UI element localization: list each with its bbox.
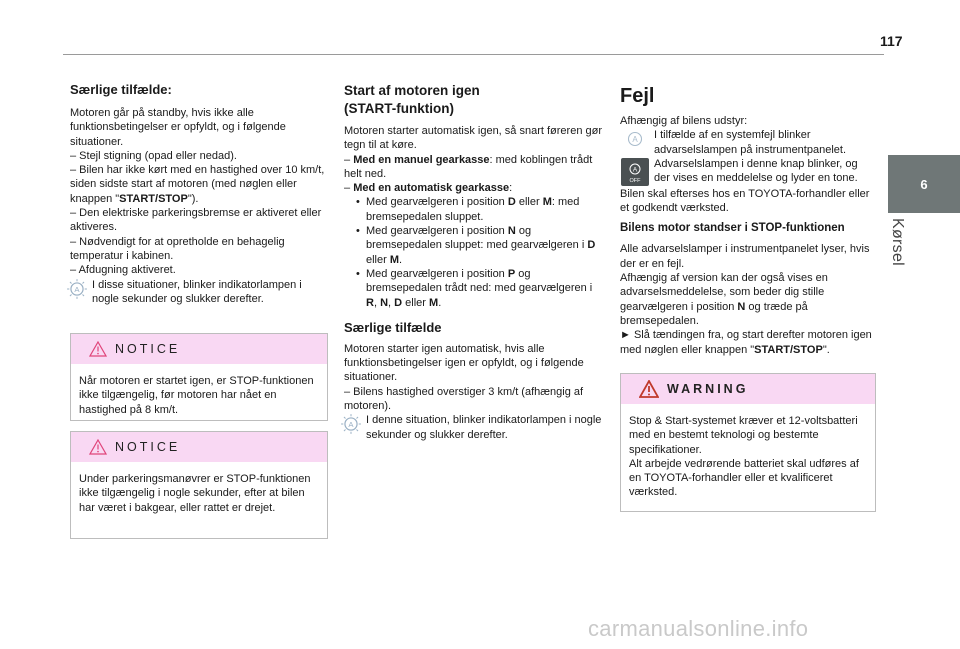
paragraph-intro: Afhængig af bilens udstyr: — [620, 115, 748, 127]
heading-fault: Fejl — [620, 85, 655, 107]
watermark: carmanualsonline.info — [588, 616, 809, 641]
svg-text:A: A — [348, 420, 354, 430]
auto-off-button-icon — [620, 157, 650, 187]
bullet-item: • Med gearvælgeren i position D eller M: med bremsepedalen sluppet. — [344, 195, 602, 224]
page-number: 117 — [880, 33, 903, 49]
heading-restart-sub: (START-funktion) — [344, 101, 454, 116]
fault-note-2: A OFF Advarselslampen i denne knap blinker, og der vises en meddelelse og lyder en tone. — [620, 157, 876, 187]
column-1 — [70, 82, 326, 306]
paragraph-stall-1: Alle advarselslamper i instrumentpanelet lyser, hvis der er en fejl. — [620, 243, 870, 270]
chapter-tab[interactable] — [888, 155, 960, 213]
paragraph-after: Bilen skal efterses hos en TOYOTA-forhandler eller et godkendt værksted. — [620, 187, 870, 215]
list-item: – Nødvendigt for at opretholde en behagelig temperatur i kabinen. — [70, 235, 285, 262]
stop-start-fault-icon — [620, 128, 650, 150]
column-3 — [620, 84, 876, 357]
list-item: – Stejl stigning (opad eller nedad). — [70, 149, 237, 162]
warning-text: Stop & Start-systemet kræver et 12-voltsbatteri med en bestemt teknologi og bestemte specifikationer. Alt arbejde vedrørende batteriet skal udføres af en TOYOTA-forhandler eller et kvalificeret værksted. — [629, 415, 859, 499]
heading-restart: Start af motoren igen — [344, 83, 480, 98]
warning-triangle-icon — [89, 341, 107, 357]
paragraph-special: Motoren starter igen automatisk, hvis alle funktionsbetingelser igen er opfyldt, og i følgende situationer. — [344, 342, 584, 384]
heading-special-cases-restart: Særlige tilfælde — [344, 319, 442, 335]
bullet-item: • Med gearvælgeren i position P og bremsepedalen trådt ned: med gearvælgeren i R, N, D eller M. — [344, 267, 602, 310]
chapter-label: Kørsel — [889, 218, 906, 267]
stop-indicator-note: A I disse situationer, blinker indikatorlampen i nogle sekunder og slukker derefter. — [70, 278, 326, 307]
stop-start-indicator-icon — [340, 413, 362, 435]
warning-triangle-icon — [639, 380, 659, 398]
notice-header: NOTICE — [71, 432, 327, 462]
svg-text:OFF: OFF — [629, 177, 641, 184]
list-item-manual: – Med en manuel gearkasse: med koblingen trådt helt ned. — [344, 153, 593, 180]
notice-header: NOTICE — [71, 334, 327, 364]
notice-text: Under parkeringsmanøvrer er STOP-funktionen ikke tilgængelig i nogle sekunder, efter at bilen har været i bakgear, eller rattet er drejet. — [79, 473, 311, 514]
restart-indicator-note: A I denne situation, blinker indikatorlampen i nogle sekunder og slukker derefter. — [344, 413, 602, 442]
chapter-number: 6 — [920, 176, 928, 192]
svg-text:A: A — [632, 166, 638, 174]
notice-box-1 — [70, 333, 328, 421]
warning-box — [620, 373, 876, 512]
column-2 — [344, 82, 602, 442]
list-item: – Bilens hastighed overstiger 3 km/t (afhængig af motoren). — [344, 385, 584, 413]
svg-text:A: A — [632, 135, 638, 145]
paragraph-stall-3: ► Slå tændingen fra, og start derefter motoren igen med nøglen eller knappen "START/STOP". — [620, 329, 872, 356]
header-rule — [63, 54, 884, 55]
list-item-automatic: – Med en automatisk gearkasse: — [344, 182, 513, 195]
notice-text: Når motoren er startet igen, er STOP-funktionen ikke tilgængelig, før motoren har nået en hastighed på 8 km/t. — [79, 375, 314, 416]
svg-text:A: A — [74, 284, 80, 294]
list-item: – Bilen har ikke kørt med en hastighed over 10 km/t, siden sidste start af motoren (med nøglen eller knappen "START/STOP"). — [70, 164, 325, 205]
bullet-item: • Med gearvælgeren i position N og bremsepedalen sluppet: med gearvælgeren i D eller M. — [344, 224, 602, 267]
heading-special-cases: Særlige tilfælde: — [70, 82, 172, 97]
warning-header: WARNING — [621, 374, 875, 404]
paragraph-intro: Motoren starter automatisk igen, så snart føreren gør tegn til at køre. — [344, 125, 602, 152]
stop-start-indicator-icon — [66, 278, 88, 300]
paragraph-intro: Motoren går på standby, hvis ikke alle funktionsbetingelser er opfyldt, og i følgende situationer. — [70, 107, 286, 148]
warning-triangle-icon — [89, 439, 107, 455]
list-item: – Afdugning aktiveret. — [70, 264, 176, 277]
fault-note-1: A I tilfælde af en systemfejl blinker advarselslampen på instrumentpanelet. — [620, 128, 876, 157]
paragraph-stall-2: Afhængig af version kan der også vises en advarselsmeddelelse, som beder dig stille gearvælgeren i position N og træde på bremsepedalen. — [620, 272, 828, 327]
notice-box-2 — [70, 431, 328, 539]
list-item: – Den elektriske parkeringsbremse er aktiveret eller aktiveres. — [70, 207, 322, 234]
heading-stall: Bilens motor standser i STOP-funktionen — [620, 222, 845, 235]
